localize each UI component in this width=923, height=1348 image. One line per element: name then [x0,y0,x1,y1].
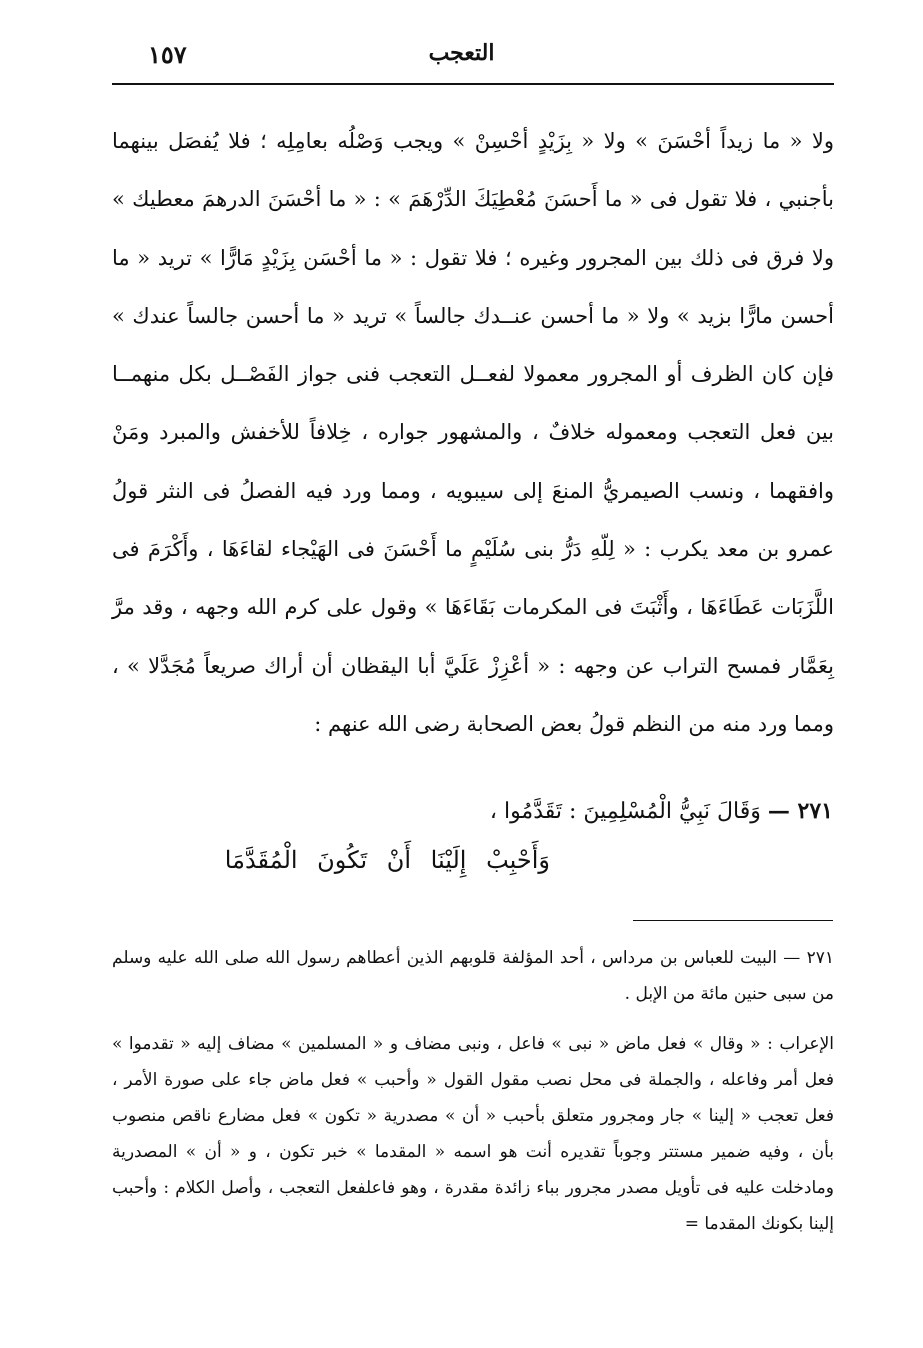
footnote-source: ٢٧١ — البيت للعباس بن مرداس ، أحد المؤلفة قلوبهم الذين أعطاهم رسول الله صلى الله عليه وسلم من سبى حنين مائة من الإبل . [112,948,834,1004]
verse-line-2: وَأَحْبِبْ إِلَيْنَا أَنْ تَكُونَ الْمُقَدَّمَا [224,846,550,874]
footnote-grammar: الإعراب : « وقال » فعل ماض « نبى » فاعل ، ونبى مضاف و « المسلمين » مضاف إليه « تقدموا » فعل أمر وفاعله ، والجملة فى محل نصب مقول القول « وأحبب » فعل ماض جاء على صورة الأمر ، فعل تعجب « إلينا » جار ومجرور متعلق بأحبب « أن » مصدرية « تكون » فعل مضارع ناقص منصوب بأن ، وفيه ضمير مستتر وجوباً تقديره أنت هو اسمه « المقدما » خبر تكون ، و « أن » المصدرية ومادخلت عليه فى تأويل مصدر مجرور بباء زائدة مقدرة ، وهو فاعلفعل التعجب ، وأصل الكلام : وأحبب إلينا بكونك المقدما = [112,1034,834,1234]
footnote-rule [633,920,833,921]
verse-line-1 [233,798,833,824]
body-paragraph: ولا « ما زيداً أحْسَنَ » ولا « بِزَيْدٍ أحْسِنْ » ويجب وَصْلُه بعامِلِه ؛ فلا يُفصَل بينهما بأجنبي ، فلا تقول فى « ما أَحسَنَ مُعْطِيَكَ الدِّرْهَمَ » : « ما أحْسَنَ الدرهمَ معطيك » ولا فرق فى ذلك بين المجرور وغيره ؛ فلا تقول : « ما أحْسَن بِزَيْدٍ مَارًّا » تريد « ما أحسن مارًّا بزيد » ولا « ما أحسن عنــدك جالساً » تريد « ما أحسن جالساً عندك » فإن كان الظرف أو المجرور معمولا لفعــل التعجب فنى جواز الفَصْــل بكل منهمــا بين فعل التعجب ومعموله خلافٌ ، والمشهور جواره ، خِلافاً للأخفش والمبرد ومَنْ وافقهما ، ونسب الصيمريُّ المنعَ إلى سيبويه ، ومما ورد فيه الفصلُ فى النثر قولُ عمرو بن معد يكرب : « لِلّهِ دَرُّ بنى سُلَيْمٍ ما أَحْسَنَ فى الهَيْجاء لقاءَهَا ، وأَكْرَمَ فى اللَّزَبَات عَطَاءَهَا ، وأَثْبَتَ فى المكرمات بَقَاءَهَا » وقول على كرم الله وجهه ، وقد مرَّ بِعَمَّار فمسح التراب عن وجهه : « أعْزِزْ عَلَيَّ أبا اليقظان أن أراك صريعاً مُجَدَّلا » ، ومما ورد منه من النظم قولُ بعض الصحابة رضى الله عنهم : [112,129,834,736]
verse-line-1-text: وَقَالَ نَبِيُّ الْمُسْلِمِينَ : تَقَدَّمُوا ، [489,799,761,824]
verse-number: ٢٧١ — [767,798,833,824]
main-text [112,112,834,753]
header-rule [112,83,834,85]
running-title: التعجب [428,40,495,66]
footnotes [112,940,834,1242]
page-number: ١٥٧ [148,40,187,69]
